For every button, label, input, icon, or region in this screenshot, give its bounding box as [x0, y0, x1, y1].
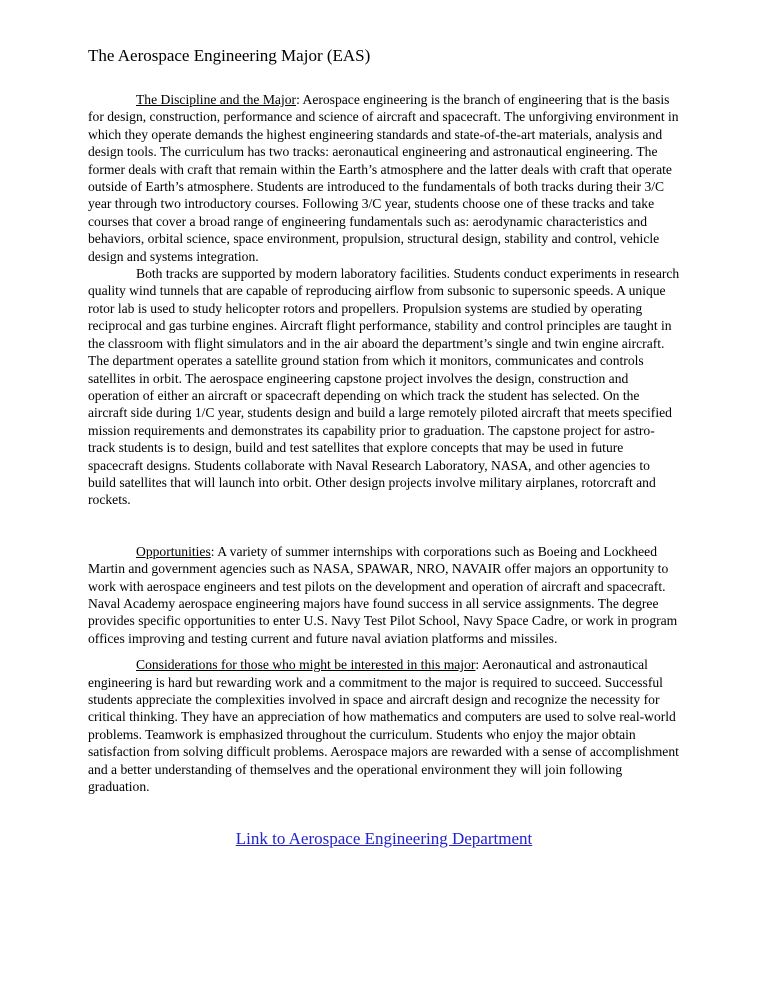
link-container	[88, 828, 680, 850]
paragraph-discipline	[88, 91, 680, 265]
page-title: The Aerospace Engineering Major (EAS)	[88, 46, 371, 65]
paragraph-text: Aerospace engineering is the branch of engineering that is the basis for design, construction, performance and science of aircraft and spacecraft. The unforgiving environment in which they operate demands the highest engineering standards and state-of-the-art materials, analysis and design tools. The curriculum has two tracks: aeronautical engineering and astronautical engineering. The former deals with craft that remain within the Earth’s atmosphere and the latter deals with craft that operate outside of Earth’s atmosphere. Students are introduced to the fundamentals of both tracks during their 3/C year through two introductory courses. Following 3/C year, students choose one of these tracks and take courses that cover a broad range of engineering fundamentals such as: aerodynamic characteristics and behaviors, orbital science, space environment, propulsion, structural design, stability and control, vehicle design and systems integration.	[88, 92, 679, 264]
paragraph-considerations	[88, 656, 680, 795]
document-page	[88, 44, 680, 850]
paragraph-text: Both tracks are supported by modern laboratory facilities. Students conduct experiments in research quality wind tunnels that are capable of reproducing airflow from subsonic to supersonic speeds. A unique rotor lab is used to study helicopter rotors and propellers. Propulsion systems are studied by operating reciprocal and gas turbine engines. Aircraft flight performance, stability and control principles are taught in the classroom with flight simulators and in the air aboard the department’s single and twin engine aircraft. The department operates a satellite ground station from which it monitors, communicates and controls satellites in orbit. The aerospace engineering capstone project involves the design, construction and operation of either an aircraft or spacecraft depending on which track the student has selected. On the aircraft side during 1/C year, students design and build a large remotely piloted aircraft that meets specified mission requirements and demonstrates its capability prior to graduation. The capstone project for astro-track students is to design, build and test satellites that explore concepts that may be used in future spacecraft designs. Students collaborate with Naval Research Laboratory, NASA, and other agencies to build satellites that will launch into orbit. Other design projects involve military airplanes, rotorcraft and rockets.	[88, 266, 680, 508]
paragraph-laboratory	[88, 265, 680, 509]
heading-separator: :	[475, 657, 482, 673]
heading-separator: :	[296, 92, 303, 107]
section-heading-opportunities: Opportunities	[136, 543, 211, 559]
aerospace-department-link[interactable]: Link to Aerospace Engineering Department	[235, 829, 533, 849]
section-heading-discipline: The Discipline and the Major	[136, 92, 297, 107]
heading-separator: :	[210, 543, 218, 559]
spacer	[88, 509, 680, 543]
paragraph-opportunities	[88, 543, 680, 647]
section-heading-considerations: Considerations for those who might be interested in this major	[136, 657, 476, 673]
spacer	[88, 647, 680, 656]
paragraph-text: A variety of summer internships with corporations such as Boeing and Lockheed Martin and government agencies such as NASA, SPAWAR, NRO, NAVAIR offer majors an opportunity to work with aerospace engineers and test pilots on the development and operation of aircraft and spacecraft. Naval Academy aerospace engineering majors have found success in all service assignments. The degree provides specific opportunities to enter U.S. Navy Test Pilot School, Navy Space Cadre, or work in program offices improving and testing current and future naval aviation platforms and missiles.	[88, 543, 678, 646]
paragraph-text: Aeronautical and astronautical engineering is hard but rewarding work and a commitment to the major is required to succeed. Successful students appreciate the complexities involved in space and aircraft design and recognize the necessity for critical thinking. They have an appreciation of how mathematics and computers are used to solve real-world problems. Teamwork is emphasized throughout the curriculum. Students who enjoy the major obtain satisfaction from solving difficult problems. Aerospace majors are rewarded with a sense of accomplishment and a better understanding of themselves and the operational environment they will join following graduation.	[88, 657, 679, 795]
